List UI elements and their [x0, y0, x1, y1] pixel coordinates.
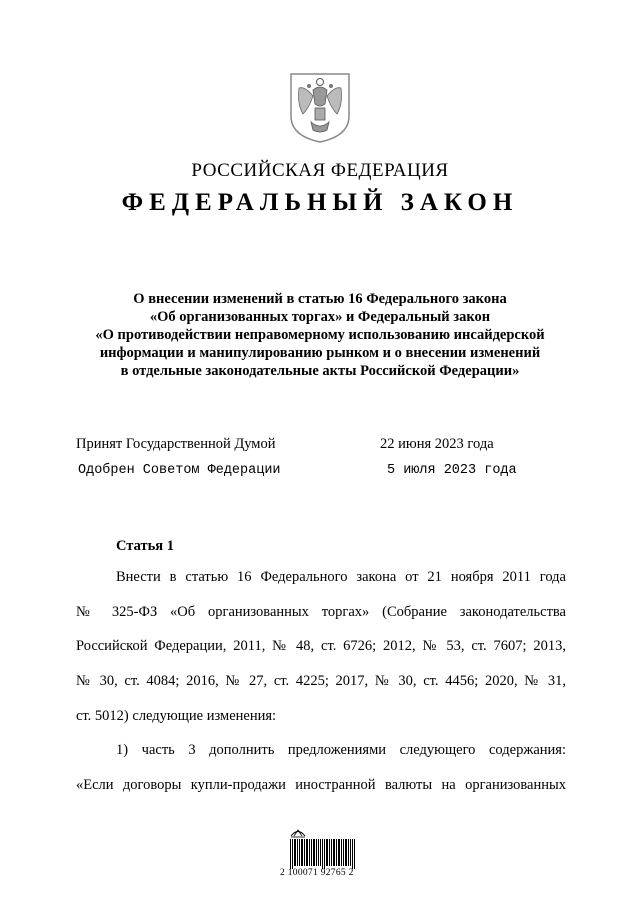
country-name: РОССИЙСКАЯ ФЕДЕРАЦИЯ: [191, 160, 449, 181]
barcode-bars: [290, 839, 356, 869]
title-line: в отдельные законодательные акты Российской Федерации»: [120, 363, 520, 379]
barcode-number: 2 100071 92765 2: [280, 868, 354, 878]
coat-of-arms-icon: [287, 70, 353, 144]
article-text-line: Внести в статью 16 Федерального закона от 21 ноября 2011 года: [116, 569, 566, 585]
barcode-logo-icon: [290, 826, 306, 838]
article-body: [76, 567, 566, 810]
document-type: ФЕДЕРАЛЬНЫЙ ЗАКОН: [121, 189, 519, 216]
article-text-line: 1) часть 3 дополнить предложениями следующего содержания:: [116, 742, 566, 759]
article-text-line: № 30, ст. 4084; 2016, № 27, ст. 4225; 2017, № 30, ст. 4456; 2020, № 31,: [76, 673, 566, 690]
title-line: О внесении изменений в статью 16 Федерального закона: [133, 291, 507, 307]
title-line: информации и манипулированию рынком и о внесении изменений: [99, 345, 541, 361]
article-text-line: ст. 5012) следующие изменения:: [76, 707, 277, 724]
council-approval-label: Одобрен Советом Федерации: [78, 463, 281, 478]
duma-adoption-date: 22 июня 2023 года: [380, 436, 494, 452]
article-heading: Статья 1: [116, 538, 174, 554]
article-text-line: Российской Федерации, 2011, № 48, ст. 6726; 2012, № 53, ст. 7607; 2013,: [76, 638, 566, 655]
council-approval-date: 5 июля 2023 года: [387, 463, 517, 478]
article-text-line: № 325-ФЗ «Об организованных торгах» (Собрание законодательства: [76, 603, 566, 620]
law-title: [70, 290, 570, 380]
article-text-line: «Если договоры купли-продажи иностранной валюты на организованных: [76, 777, 566, 794]
title-line: «О противодействии неправомерному использованию инсайдерской: [95, 327, 545, 343]
duma-adoption-label: Принят Государственной Думой: [76, 436, 276, 452]
title-line: «Об организованных торгах» и Федеральный закон: [149, 309, 491, 325]
